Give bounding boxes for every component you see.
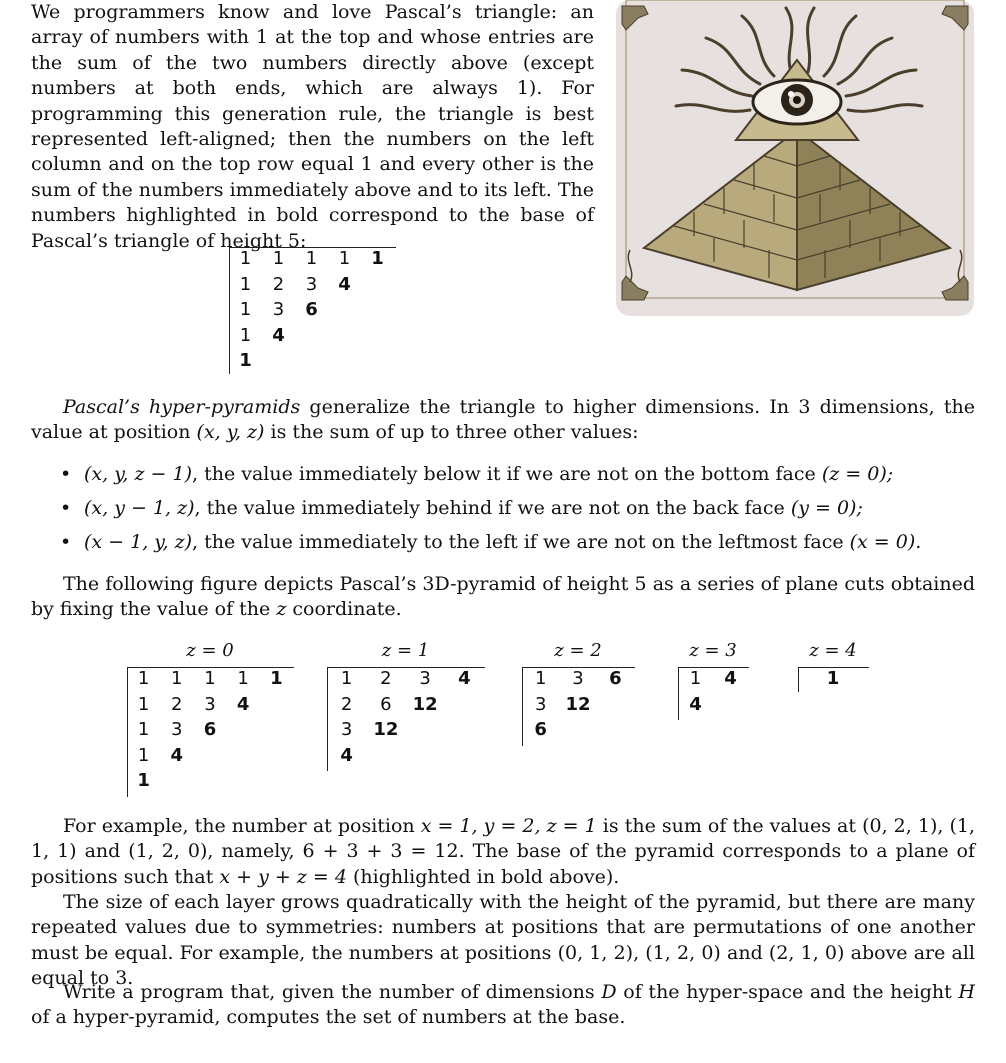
table-cell: 1 bbox=[270, 668, 283, 690]
example-text: For example, the number at position bbox=[63, 815, 421, 837]
table-cell: 1 bbox=[534, 668, 547, 690]
example-paragraph bbox=[31, 814, 975, 890]
table-cell: 12 bbox=[565, 693, 591, 715]
table-cell: 4 bbox=[724, 668, 737, 690]
table-cell: 3 bbox=[305, 273, 318, 295]
table-cell: 1 bbox=[239, 324, 252, 346]
empty-cell bbox=[361, 272, 394, 298]
cut-table bbox=[798, 666, 868, 692]
bullet-text: , the value immediately behind if we are not on the back face bbox=[194, 497, 791, 519]
table-cell: 4 bbox=[338, 273, 351, 295]
size-text: The size of each layer grows quadratically with the height of the pyramid, but there are many repeated values due to symmetries: numbers at positions that are permutations of one another must be equal. For example, the numbers at positions bbox=[31, 891, 975, 964]
hyper-paragraph bbox=[31, 395, 975, 446]
empty-cell bbox=[445, 717, 484, 743]
bullet-dot: • bbox=[60, 531, 72, 553]
empty-cell bbox=[406, 743, 445, 769]
cut-label: z = 4 bbox=[809, 640, 857, 661]
table-cell: 1 bbox=[137, 770, 150, 792]
empty-cell bbox=[559, 717, 596, 743]
table-cell: 1 bbox=[239, 248, 252, 270]
empty-cell bbox=[227, 768, 260, 794]
table-cell: 12 bbox=[412, 693, 438, 715]
cut-label: z = 2 bbox=[554, 640, 602, 661]
table-cell: 4 bbox=[170, 744, 184, 766]
cut-label: z = 1 bbox=[381, 640, 430, 661]
cut-table bbox=[127, 666, 293, 794]
pascal-triangle-table bbox=[229, 246, 394, 374]
following-text-a: The following figure depicts Pascal’s 3D-pyramid of height 5 as a series of plane cuts obtained by fixing the value of the bbox=[31, 573, 975, 621]
table-cell: 1 bbox=[137, 719, 150, 741]
empty-cell bbox=[260, 717, 293, 743]
empty-cell bbox=[193, 768, 226, 794]
empty-cell bbox=[295, 348, 328, 374]
empty-cell bbox=[260, 692, 293, 718]
cut-label: z = 3 bbox=[689, 640, 737, 661]
table-cell: 6 bbox=[534, 719, 547, 741]
table-cell: 6 bbox=[305, 299, 318, 321]
bullet-cond: (x = 0). bbox=[849, 531, 922, 553]
table-cell: 6 bbox=[380, 693, 392, 715]
hyper-term: Pascal’s hyper-pyramids bbox=[63, 396, 301, 418]
example-math: (0, 2, 1), (1, 1, 1) bbox=[31, 815, 975, 863]
bullet-dot: • bbox=[60, 497, 72, 519]
program-text: of the hyper-space and the height bbox=[616, 981, 959, 1003]
bullet-item bbox=[31, 530, 975, 564]
table-cell: 1 bbox=[272, 248, 285, 270]
empty-cell bbox=[406, 717, 445, 743]
bullet-text: , the value immediately below it if we are not on the bottom face bbox=[192, 463, 822, 485]
table-cell: 4 bbox=[340, 744, 353, 766]
empty-cell bbox=[713, 692, 748, 718]
following-text-b: coordinate. bbox=[286, 598, 402, 621]
size-paragraph bbox=[31, 890, 975, 992]
empty-cell bbox=[295, 323, 328, 349]
program-text: Write a program that, given the number of dimensions bbox=[63, 981, 602, 1003]
table-cell: 6 bbox=[203, 719, 217, 741]
empty-cell bbox=[328, 323, 361, 349]
intro-paragraph: We programmers know and love Pascal’s triangle: an array of numbers with 1 at the top and whose entries are the sum of the two numbers directly above (except numbers at both ends, which are always 1). For programming this generation rule, the triangle is best represented left-aligned; then the numbers on the left column and on the top row equal 1 and every other is the sum of the numbers immediately above and to its left. The numbers highlighted in bold correspond to the base of Pascal’s triangle of height 5: bbox=[31, 1, 594, 252]
table-cell: 1 bbox=[340, 668, 353, 690]
empty-cell bbox=[361, 297, 394, 323]
bullet-expr: (x, y − 1, z) bbox=[84, 497, 195, 519]
table-cell: 1 bbox=[137, 693, 150, 715]
table-cell: 1 bbox=[305, 248, 318, 270]
example-math: x = 1, y = 2, z = 1 bbox=[420, 815, 597, 837]
table-cell: 1 bbox=[171, 668, 183, 690]
empty-cell bbox=[328, 297, 361, 323]
empty-cell bbox=[445, 743, 484, 769]
empty-cell bbox=[193, 743, 226, 769]
table-cell: 1 bbox=[826, 668, 840, 690]
table-cell: 4 bbox=[236, 693, 250, 715]
empty-cell bbox=[260, 743, 293, 769]
empty-cell bbox=[597, 692, 634, 718]
table-cell: 4 bbox=[272, 324, 285, 346]
example-text: and bbox=[76, 840, 129, 863]
bullet-cond: (z = 0); bbox=[821, 463, 894, 485]
empty-cell bbox=[227, 743, 260, 769]
bullet-expr: (x − 1, y, z) bbox=[84, 531, 193, 553]
cut-table bbox=[678, 666, 748, 717]
table-cell: 2 bbox=[340, 693, 353, 715]
program-paragraph bbox=[31, 980, 975, 1031]
size-text: and bbox=[720, 941, 769, 964]
empty-cell bbox=[361, 323, 394, 349]
bullet-text: , the value immediately to the left if we are not on the leftmost face bbox=[192, 531, 850, 553]
table-cell: 3 bbox=[204, 693, 216, 715]
table-cell: 1 bbox=[237, 668, 249, 690]
following-paragraph bbox=[31, 572, 975, 623]
table-cell: 2 bbox=[272, 273, 285, 295]
example-text: , namely, bbox=[207, 840, 303, 863]
table-cell: 3 bbox=[572, 668, 584, 690]
example-text: . The base of the pyramid corresponds to a plane of positions such that bbox=[31, 840, 975, 888]
following-z: z bbox=[276, 598, 287, 621]
program-text: of a hyper-pyramid, computes the set of numbers at the base. bbox=[31, 1006, 626, 1029]
empty-cell bbox=[366, 743, 405, 769]
cut-table bbox=[327, 666, 484, 768]
example-math: x + y + z = 4 bbox=[219, 865, 347, 888]
table-cell: 1 bbox=[371, 248, 384, 270]
empty-cell bbox=[445, 692, 484, 718]
size-text: above are all equal to 3. bbox=[31, 941, 976, 990]
size-math: (0, 1, 2), (1, 2, 0) bbox=[557, 941, 721, 964]
example-text: (highlighted in bold above). bbox=[346, 865, 620, 888]
table-cell: 3 bbox=[171, 719, 183, 741]
eye-pyramid-illustration bbox=[614, 0, 976, 318]
hyper-position: (x, y, z) bbox=[196, 421, 265, 444]
table-cell: 6 bbox=[609, 668, 622, 690]
table-cell: 4 bbox=[689, 693, 702, 715]
table-cell: 1 bbox=[239, 350, 252, 372]
example-text: is the sum of the values at bbox=[596, 815, 863, 837]
bullet-dot: • bbox=[60, 463, 72, 485]
table-cell: 1 bbox=[239, 273, 252, 295]
cut-label: z = 0 bbox=[186, 640, 234, 661]
table-cell: 1 bbox=[239, 299, 252, 321]
table-cell: 1 bbox=[137, 744, 150, 766]
empty-cell bbox=[160, 768, 193, 794]
program-math-d: D bbox=[601, 981, 617, 1003]
table-cell: 1 bbox=[689, 668, 702, 690]
table-cell: 2 bbox=[171, 693, 183, 715]
table-cell: 1 bbox=[204, 668, 216, 690]
empty-cell bbox=[597, 717, 634, 743]
table-cell: 2 bbox=[380, 668, 392, 690]
bullet-item bbox=[31, 496, 975, 530]
empty-cell bbox=[260, 768, 293, 794]
example-math: 6 + 3 + 3 = 12 bbox=[302, 840, 459, 863]
table-cell: 3 bbox=[340, 719, 353, 741]
empty-cell bbox=[361, 348, 394, 374]
table-cell: 3 bbox=[419, 668, 431, 690]
empty-cell bbox=[262, 348, 295, 374]
bullet-cond: (y = 0); bbox=[790, 497, 863, 519]
empty-cell bbox=[328, 348, 361, 374]
bullet-item bbox=[31, 462, 975, 496]
bullet-list bbox=[31, 462, 975, 564]
table-cell: 1 bbox=[137, 668, 150, 690]
table-cell: 4 bbox=[458, 668, 471, 690]
hyper-text-b: is the sum of up to three other values: bbox=[264, 421, 639, 444]
table-cell: 12 bbox=[373, 719, 399, 741]
program-math-h: H bbox=[958, 981, 975, 1003]
cut-table bbox=[522, 666, 634, 743]
table-cell: 3 bbox=[272, 299, 285, 321]
table-cell: 3 bbox=[534, 693, 547, 715]
hyper-text-a: generalize the triangle to higher dimensions. In 3 dimensions, the value at position bbox=[31, 396, 975, 444]
size-math: (2, 1, 0) bbox=[768, 941, 845, 964]
bullet-expr: (x, y, z − 1) bbox=[84, 463, 193, 485]
table-cell: 1 bbox=[338, 248, 351, 270]
empty-cell bbox=[227, 717, 260, 743]
example-math: (1, 2, 0) bbox=[128, 840, 208, 863]
